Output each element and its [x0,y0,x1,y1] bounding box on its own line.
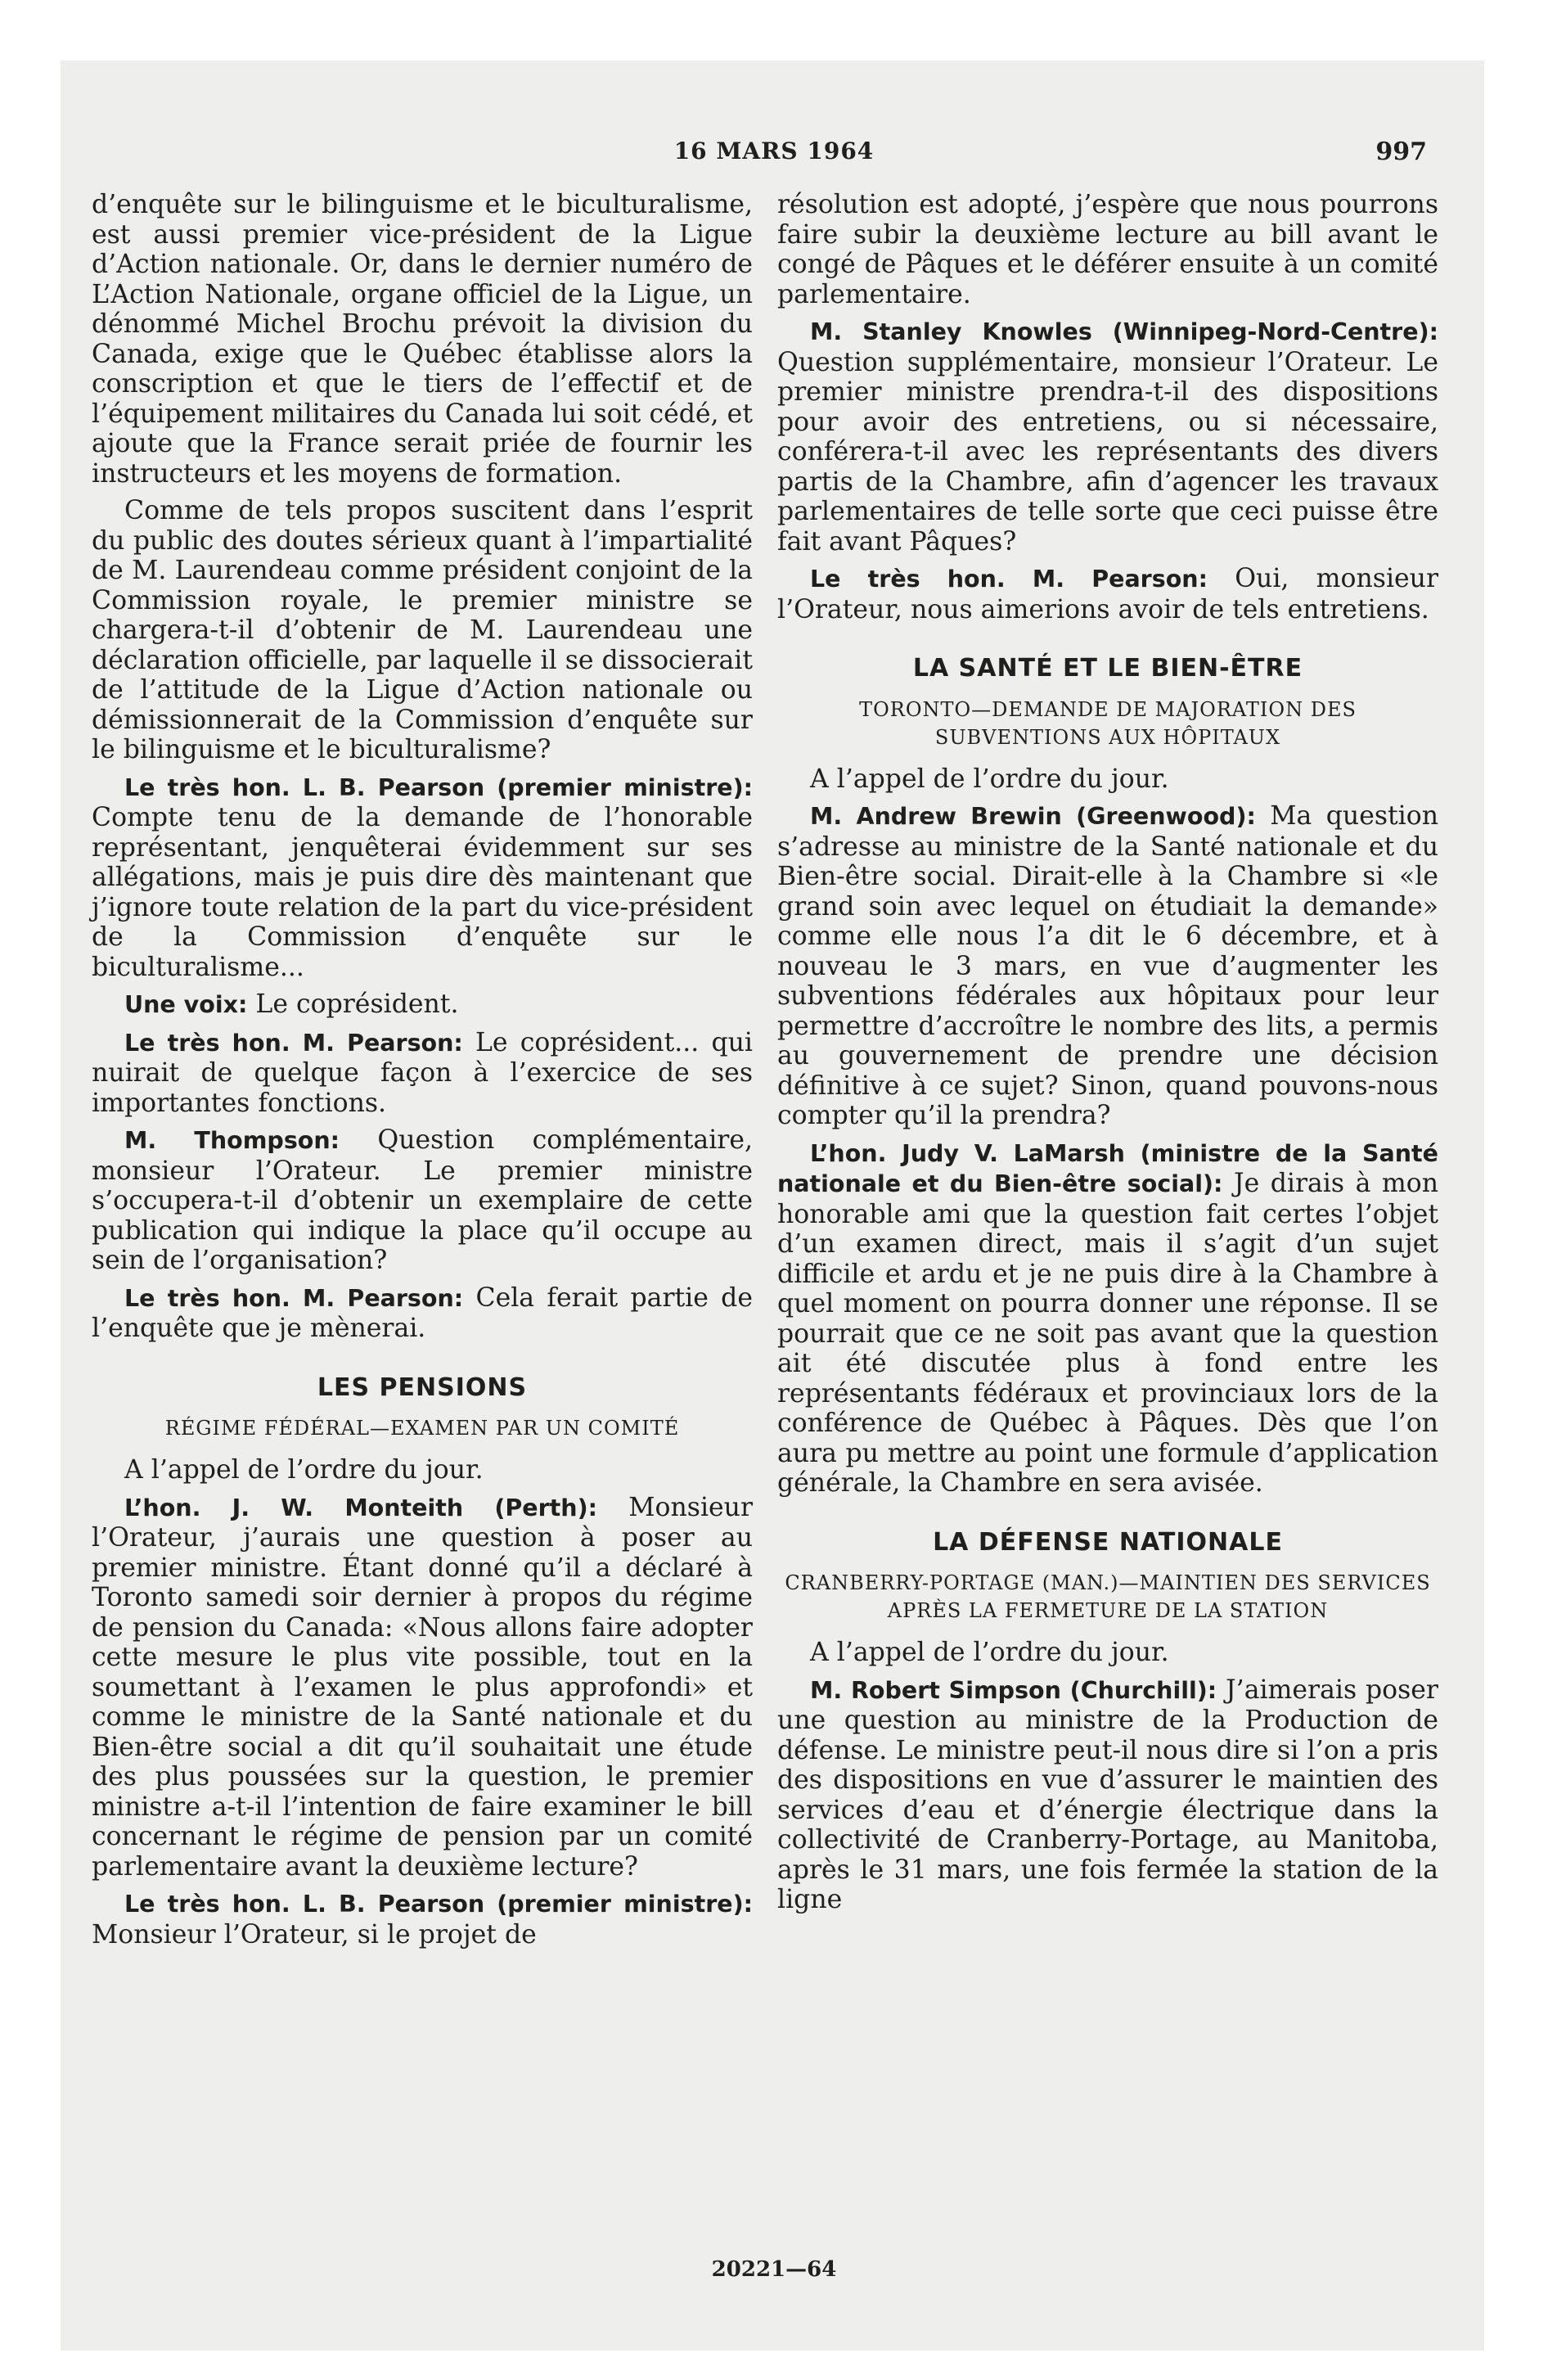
speech: M. Andrew Brewin (Greenwood): Ma question s’adresse au ministre de la Santé nationale et du Bien-être social. Dirait-elle à la Chambre si «le grand soin avec lequel on étudiait la demande» comme elle nous l’a dit le 6 décembre, et à nouveau le 3 mars, en vue d’augmenter les subventions fédérales aux hôpitaux pour leur permettre d’accroître le nombre des lits, a permis au gouvernement de prendre une décision définitive à ce sujet? Sinon, quand pouvons-nous compter qu’il la prendra? [777,801,1438,1130]
paragraph: d’enquête sur le bilinguisme et le biculturalisme, est aussi premier vice-président de la Ligue d’Action nationale. Or, dans le dernier numéro de L’Action Nationale, organe officiel de la Ligue, un dénommé Michel Brochu prévoit la division du Canada, exige que le Québec établisse alors la conscription et que le tiers de l’effectif et de l’équipement militaires du Canada lui soit cédé, et ajoute que la France serait priée de fournir les instructeurs et les moyens de formation. [92,190,753,489]
left-column [92,190,753,1957]
speech: Le très hon. L. B. Pearson (premier ministre): Monsieur l’Orateur, si le projet de [92,1891,753,1950]
speech: Le très hon. M. Pearson: Le coprésident... qui nuirait de quelque façon à l’exercice de ses importantes fonctions. [92,1027,753,1118]
speech: M. Stanley Knowles (Winnipeg-Nord-Centre): Question supplémentaire, monsieur l’Orateur. Le premier ministre prendra-t-il des dispositions pour avoir des entretiens, ou si nécessaire, conférera-t-il avec les représentants des divers partis de la Chambre, afin d’agencer les travaux parlementaires de telle sorte que ceci puisse être fait avant Pâques? [777,318,1438,557]
speech: Une voix: Le coprésident. [124,989,459,1019]
paragraph: résolution est adopté, j’espère que nous pourrons faire subir la deuxième lecture au bill avant le congé de Pâques et le déférer ensuite à un comité parlementaire. [777,190,1438,309]
page-header [0,137,1548,170]
right-column [777,190,1438,1922]
speaker: M. Stanley Knowles (Winnipeg-Nord-Centre): [810,318,1438,345]
section-heading: LA DÉFENSE NATIONALE [933,1527,1283,1557]
speaker: Le très hon. L. B. Pearson (premier ministre): [124,1891,753,1918]
speech: Le très hon. M. Pearson: Oui, monsieur l’Orateur, nous aimerions avoir de tels entretiens. [777,564,1439,624]
section-heading: LA SANTÉ ET LE BIEN-ÊTRE [912,654,1303,683]
speech: L’hon. Judy V. LaMarsh (ministre de la Santé nationale et du Bien-être social): Je dirais à mon honorable ami que la question fait certes l’objet d’un examen direct, mais il s’agit d’un sujet difficile et ardu et je ne puis dire à la Chambre à quel moment on pourra donner une réponse. Il se pourrait que ce ne soit pas avant que la question ait été discutée plus à fond entre les représentants fédéraux et provinciaux lors de la conférence de Québec à Pâques. Dès que l’on aura pu mettre au point une formule d’application générale, la Chambre en sera avisée. [777,1139,1438,1498]
speech: Le très hon. M. Pearson: Cela ferait partie de l’enquête que je mènerai. [92,1282,753,1343]
speaker: Le très hon. L. B. Pearson (premier ministre): [124,773,753,801]
section-heading: LES PENSIONS [317,1373,528,1402]
speaker: Le très hon. M. Pearson: [124,1029,463,1057]
speech: M. Thompson: Question complémentaire, monsieur l’Orateur. Le premier ministre s’occupera-t-il d’obtenir un exemplaire de cette publication qui indique la place qu’il occupe au sein de l’organisation? [92,1125,753,1275]
speaker: M. Robert Simpson (Churchill): [810,1676,1217,1704]
speaker: Le très hon. M. Pearson: [124,1284,464,1312]
speaker: Le très hon. M. Pearson: [810,566,1208,593]
speaker: Une voix: [124,991,248,1018]
speaker: M. Andrew Brewin (Greenwood): [810,803,1256,830]
paragraph: A l’appel de l’ordre du jour. [124,1455,484,1485]
speaker: M. Thompson: [124,1127,340,1154]
header-date: 16 MARS 1964 [673,137,875,165]
page-footer-code: 20221—64 [711,2257,837,2282]
speaker: L’hon. Judy V. LaMarsh (ministre de la Santé nationale et du Bien-être social): [777,1139,1438,1197]
section-subheading: TORONTO—DEMANDE DE MAJORATION DES SUBVENTIONS AUX HÔPITAUX [859,697,1357,749]
speaker: L’hon. J. W. Monteith (Perth): [124,1494,597,1521]
paragraph: A l’appel de l’ordre du jour. [810,764,1169,794]
paragraph: A l’appel de l’ordre du jour. [810,1638,1169,1667]
section-subheading: CRANBERRY-PORTAGE (MAN.)—MAINTIEN DES SERVICES APRÈS LA FERMETURE DE LA STATION [785,1571,1431,1622]
speech: Le très hon. L. B. Pearson (premier ministre): Compte tenu de la demande de l’honorable représentant, jenquêterai évidemment sur ses allégations, mais je puis dire dès maintenant que j’ignore toute relation de la part du vice-président de la Commission d’enquête sur le biculturalisme... [92,773,753,982]
page-number: 997 [1375,137,1427,166]
section-subheading: RÉGIME FÉDÉRAL—EXAMEN PAR UN COMITÉ [164,1417,680,1440]
speech: L’hon. J. W. Monteith (Perth): Monsieur l’Orateur, j’aurais une question à poser au premier ministre. Étant donné qu’il a déclaré à Toronto samedi soir dernier à propos du régime de pension du Canada: «Nous allons faire adopter cette mesure le plus vite possible, tout en la soumettant à l’examen le plus approfondi» et comme le ministre de la Santé nationale et du Bien-être social a dit qu’il souhaitait une étude des plus poussées sur la question, le premier ministre a-t-il l’intention de faire examiner le bill concernant le régime de pension par un comité parlementaire avant la deuxième lecture? [92,1492,754,1882]
speech: M. Robert Simpson (Churchill): J’aimerais poser une question au ministre de la Production de défense. Le ministre peut-il nous dire si l’on a pris des dispositions en vue d’assurer le maintien des services d’eau et d’énergie électrique dans la collectivité de Cranberry-Portage, au Manitoba, après le 31 mars, une fois fermée la station de la ligne [777,1675,1438,1914]
paragraph: Comme de tels propos suscitent dans l’esprit du public des doutes sérieux quant à l’impartialité de M. Laurendeau comme président conjoint de la Commission royale, le premier ministre se chargera-t-il d’obtenir de M. Laurendeau une déclaration officielle, par laquelle il se dissocierait de l’attitude de la Ligue d’Action nationale ou démissionnerait de la Commission d’enquête sur le bilinguisme et le biculturalisme? [92,496,753,764]
